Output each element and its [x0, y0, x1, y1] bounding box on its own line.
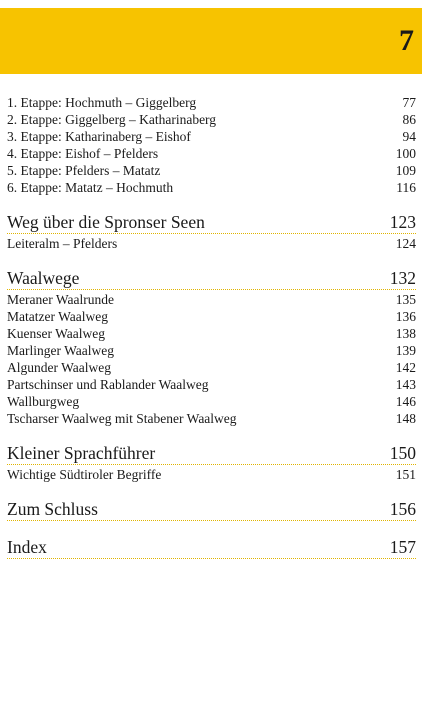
- section-heading[interactable]: [7, 443, 416, 465]
- section-entry[interactable]: [7, 325, 416, 342]
- entry-title: Leiteralm – Pfelders: [7, 236, 118, 251]
- entry-title: Matatzer Waalweg: [7, 309, 108, 324]
- entry-title: Tscharser Waalweg mit Stabener Waalweg: [7, 411, 237, 426]
- entry-page: 136: [395, 309, 416, 324]
- stage-entry[interactable]: [7, 145, 416, 162]
- entry-page: 77: [402, 95, 416, 110]
- entry-title: Waalwege: [7, 268, 80, 288]
- entry-title: 5. Etappe: Pfelders – Matatz: [7, 163, 161, 178]
- toc-section: [7, 268, 416, 427]
- table-of-contents: [7, 94, 416, 560]
- section-entry[interactable]: [7, 235, 416, 252]
- entry-title: 2. Etappe: Giggelberg – Katharinaberg: [7, 112, 217, 127]
- section-entry[interactable]: [7, 291, 416, 308]
- toc-section: [7, 499, 416, 521]
- entry-title: Index: [7, 537, 47, 557]
- stage-entry[interactable]: [7, 94, 416, 111]
- entry-title: Wichtige Südtiroler Begriffe: [7, 467, 162, 482]
- entry-page: 124: [395, 236, 416, 251]
- toc-section: [7, 212, 416, 252]
- section-items: [7, 291, 416, 427]
- page-number: 7: [399, 24, 414, 57]
- entry-page: 151: [395, 467, 416, 482]
- section-heading[interactable]: [7, 537, 416, 559]
- section-entry[interactable]: [7, 393, 416, 410]
- entry-page: 94: [402, 129, 416, 144]
- entry-page: 100: [395, 146, 416, 161]
- stage-entry[interactable]: [7, 179, 416, 196]
- toc-section: [7, 443, 416, 483]
- entry-title: Meraner Waalrunde: [7, 292, 114, 307]
- section-entry[interactable]: [7, 359, 416, 376]
- stage-entry[interactable]: [7, 162, 416, 179]
- entry-page: 157: [389, 537, 416, 557]
- entry-page: 123: [389, 212, 416, 232]
- entry-page: 86: [402, 112, 416, 127]
- section-items: [7, 235, 416, 252]
- entry-title: Algunder Waalweg: [7, 360, 112, 375]
- entry-title: Wallburgweg: [7, 394, 80, 409]
- stage-entry[interactable]: [7, 128, 416, 145]
- entry-page: 143: [395, 377, 416, 392]
- entry-title: Partschinser und Rablander Waalweg: [7, 377, 209, 392]
- section-list: [7, 212, 416, 559]
- entry-page: 156: [389, 499, 416, 519]
- entry-page: 150: [389, 443, 416, 463]
- entry-title: Kuenser Waalweg: [7, 326, 106, 341]
- entry-title: 3. Etappe: Katharinaberg – Eishof: [7, 129, 191, 144]
- entry-title: 4. Etappe: Eishof – Pfelders: [7, 146, 159, 161]
- entry-title: Marlinger Waalweg: [7, 343, 114, 358]
- entry-page: 142: [395, 360, 416, 375]
- section-heading[interactable]: [7, 268, 416, 290]
- section-entry[interactable]: [7, 466, 416, 483]
- entry-page: 116: [396, 180, 416, 195]
- entry-title: Kleiner Sprachführer: [7, 443, 156, 463]
- entry-page: 135: [395, 292, 416, 307]
- entry-title: Weg über die Spronser Seen: [7, 212, 205, 232]
- entry-title: 6. Etappe: Matatz – Hochmuth: [7, 180, 174, 195]
- entry-title: 1. Etappe: Hochmuth – Giggelberg: [7, 95, 197, 110]
- stage-list: [7, 94, 416, 196]
- entry-page: 139: [395, 343, 416, 358]
- section-heading[interactable]: [7, 499, 416, 521]
- section-entry[interactable]: [7, 376, 416, 393]
- entry-title: Zum Schluss: [7, 499, 98, 519]
- section-entry[interactable]: [7, 410, 416, 427]
- entry-page: 138: [395, 326, 416, 341]
- stage-entry[interactable]: [7, 111, 416, 128]
- entry-page: 109: [395, 163, 416, 178]
- entry-page: 146: [395, 394, 416, 409]
- entry-page: 132: [389, 268, 416, 288]
- toc-section: [7, 537, 416, 559]
- section-entry[interactable]: [7, 342, 416, 359]
- header-banner: [0, 8, 422, 74]
- section-entry[interactable]: [7, 308, 416, 325]
- entry-page: 148: [395, 411, 416, 426]
- section-items: [7, 466, 416, 483]
- section-heading[interactable]: [7, 212, 416, 234]
